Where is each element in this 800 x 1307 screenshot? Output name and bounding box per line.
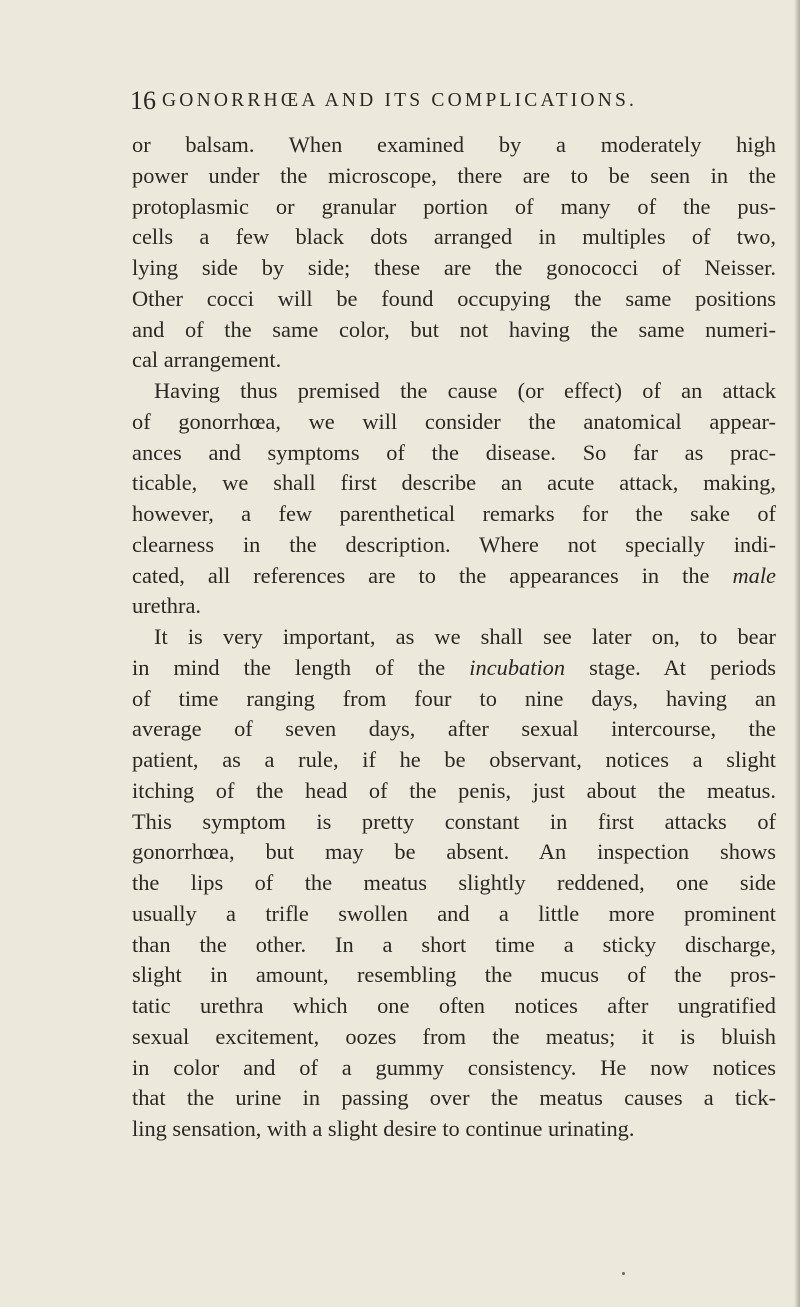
text-line: average of seven days, after sexual intercourse, the [132,716,776,742]
text-line: and of the same color, but not having the same numeri- [132,316,776,342]
text-line: gonorrhœa, but may be absent. An inspection shows [132,839,776,865]
text-line: power under the microscope, there are to be seen in the [132,162,776,188]
text-line [132,561,776,592]
text-segment: stage. At periods [565,654,777,680]
text-line: than the other. In a short time a sticky discharge, [132,931,776,957]
text-line: sexual excitement, oozes from the meatus; it is bluish [132,1023,776,1049]
text-line [132,653,776,684]
text-line: protoplasmic or granular portion of many of the pus- [132,193,776,219]
text-line: usually a trifle swollen and a little more prominent [132,900,776,926]
text-segment: cated, all references are to the appearances in the [132,562,733,588]
text-line: Other cocci will be found occupying the same positions [132,285,776,311]
paper-speck [622,1272,625,1275]
text-line: Having thus premised the cause (or effect) of an attack [154,378,776,403]
text-line: of gonorrhœa, we will consider the anatomical appear- [132,408,776,434]
text-line: ances and symptoms of the disease. So far as prac- [132,439,776,465]
text-line: cells a few black dots arranged in multiples of two, [132,224,776,250]
page-edge-shadow [794,0,800,1307]
text-line: however, a few parenthetical remarks for the sake of [132,501,776,526]
running-head [130,86,770,120]
text-line: in color and of a gummy consistency. He now notices [132,1054,776,1080]
text-line: lying side by side; these are the gonococci of Neisser. [132,255,776,280]
text-line: tatic urethra which one often notices after ungratified [132,993,776,1018]
text-line: the lips of the meatus slightly reddened, one side [132,870,776,895]
text-line: urethra. [132,593,201,619]
text-line: cal arrangement. [132,347,282,373]
text-line: This symptom is pretty constant in first attacks of [132,808,776,834]
text-line: It is very important, as we shall see later on, to bear [154,624,776,649]
emphasis-male: male [732,562,776,588]
page-number: 16 [130,86,156,115]
text-segment: in mind the length of the [132,654,470,680]
text-line: of time ranging from four to nine days, having an [132,685,776,711]
text-line: that the urine in passing over the meatus causes a tick- [132,1085,776,1111]
text-line: slight in amount, resembling the mucus of the pros- [132,962,776,988]
body-text [132,130,776,1145]
text-line: ticable, we shall first describe an acute attack, making, [132,470,776,496]
text-line: itching of the head of the penis, just about the meatus. [132,777,776,803]
emphasis-incubation: incubation [469,654,566,680]
text-line: or balsam. When examined by a moderately high [132,132,776,157]
text-line: patient, as a rule, if he be observant, notices a slight [132,747,776,772]
text-line: clearness in the description. Where not specially indi- [132,531,776,557]
running-title: GONORRHŒA AND ITS COMPLICATIONS. [162,90,638,111]
text-line: ling sensation, with a slight desire to continue urinating. [132,1116,635,1141]
